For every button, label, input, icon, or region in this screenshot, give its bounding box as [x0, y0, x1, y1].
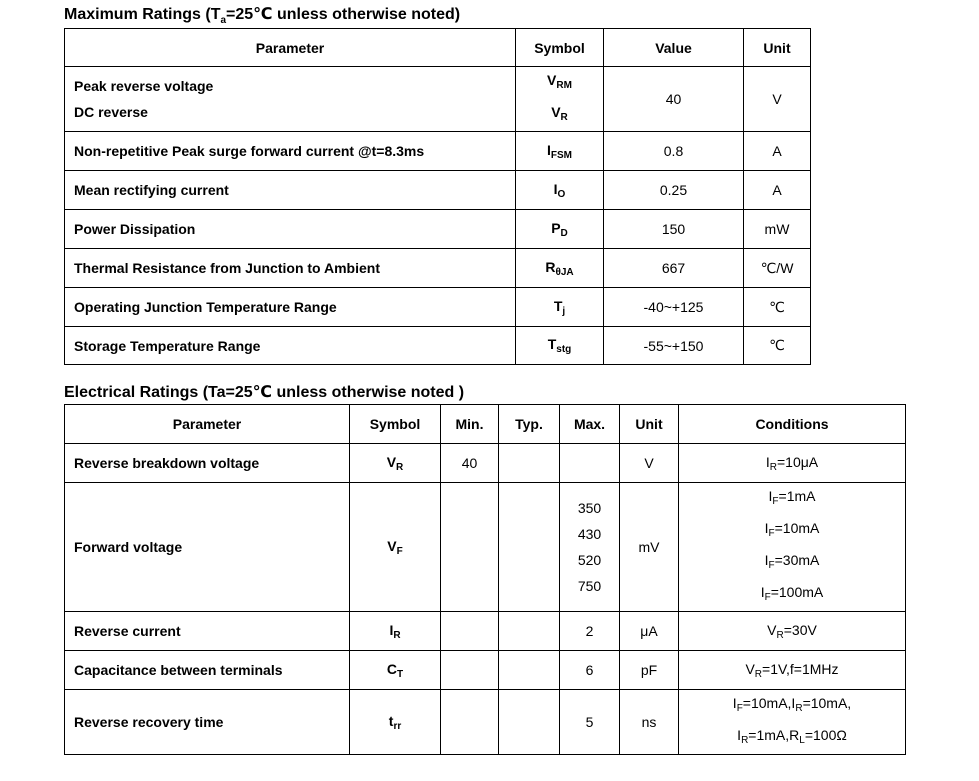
min-cell: 40 — [441, 444, 499, 483]
header-symbol: Symbol — [350, 405, 441, 444]
unit-cell: mV — [620, 483, 679, 612]
min-cell — [441, 651, 499, 690]
param-cell: Reverse current — [65, 612, 350, 651]
table-row — [65, 249, 811, 288]
electrical-ratings-table — [64, 404, 906, 755]
symbol-cell: $C_T$ — [350, 651, 441, 690]
param-cell: Power Dissipation — [65, 210, 516, 249]
conditions-cell: $V_R=30V$ — [679, 612, 906, 651]
param-cell: Storage Temperature Range — [65, 327, 516, 365]
param-cell: Non-repetitive Peak surge forward current @t=8.3ms — [65, 132, 516, 171]
header-max: Max. — [560, 405, 620, 444]
value-cell: 0.25 — [604, 171, 744, 210]
header-parameter: Parameter — [65, 29, 516, 67]
header-unit: Unit — [744, 29, 811, 67]
table-row — [65, 327, 811, 365]
header-unit: Unit — [620, 405, 679, 444]
typ-cell — [499, 690, 560, 755]
unit-cell: ns — [620, 690, 679, 755]
value-cell: -55~+150 — [604, 327, 744, 365]
typ-cell — [499, 444, 560, 483]
table-row — [65, 690, 906, 755]
unit-cell: ℃ — [744, 327, 811, 365]
min-cell — [441, 483, 499, 612]
unit-cell: V — [744, 67, 811, 132]
conditions-cell: $I_F=1mA$ $I_F=10mA$ $I_F=30mA$ $I_F=100mA$ — [679, 483, 906, 612]
max-ratings-table — [64, 28, 811, 365]
value-cell: 40 — [604, 67, 744, 132]
symbol-cell: $I_R$ — [350, 612, 441, 651]
table-row — [65, 483, 906, 612]
param-cell: Mean rectifying current — [65, 171, 516, 210]
value-cell: 0.8 — [604, 132, 744, 171]
min-cell — [441, 690, 499, 755]
symbol-cell: $R_{\theta JA}$ — [516, 249, 604, 288]
header-parameter: Parameter — [65, 405, 350, 444]
unit-cell: ℃ — [744, 288, 811, 327]
param-cell: Reverse breakdown voltage — [65, 444, 350, 483]
unit-cell: mW — [744, 210, 811, 249]
value-cell: -40~+125 — [604, 288, 744, 327]
electrical-ratings-title: Electrical Ratings (Ta=25℃ unless otherwise noted ) — [64, 384, 465, 401]
table-row — [65, 210, 811, 249]
max-cell: 2 — [560, 612, 620, 651]
header-symbol: Symbol — [516, 29, 604, 67]
conditions-cell: $V_R=1V,f=1MHz$ — [679, 651, 906, 690]
unit-cell: pF — [620, 651, 679, 690]
unit-cell: ℃/W — [744, 249, 811, 288]
unit-cell: μA — [620, 612, 679, 651]
value-cell: 150 — [604, 210, 744, 249]
table-row — [65, 651, 906, 690]
conditions-cell: $I_R=10\mu A$ — [679, 444, 906, 483]
typ-cell — [499, 651, 560, 690]
max-cell — [560, 444, 620, 483]
table-row — [65, 444, 906, 483]
symbol-cell: $I_{FSM}$ — [516, 132, 604, 171]
max-ratings-title: Maximum Ratings ($T_a=25℃$ unless otherwise noted) — [64, 6, 461, 27]
param-cell: Operating Junction Temperature Range — [65, 288, 516, 327]
param-cell: Forward voltage — [65, 483, 350, 612]
table-row — [65, 132, 811, 171]
symbol-cell: $I_O$ — [516, 171, 604, 210]
min-cell — [441, 612, 499, 651]
param-cell: Thermal Resistance from Junction to Ambient — [65, 249, 516, 288]
max-cell: 6 — [560, 651, 620, 690]
table-row — [65, 612, 906, 651]
conditions-cell: $I_F=10mA,I_R=10mA$, $I_R=1mA,R_L=100\Omega$ — [679, 690, 906, 755]
typ-cell — [499, 483, 560, 612]
header-value: Value — [604, 29, 744, 67]
unit-cell: V — [620, 444, 679, 483]
param-cell: Capacitance between terminals — [65, 651, 350, 690]
typ-cell — [499, 612, 560, 651]
symbol-cell: $T_j$ — [516, 288, 604, 327]
param-cell: Peak reverse voltage DC reverse — [65, 67, 516, 132]
table-row — [65, 288, 811, 327]
value-cell: 667 — [604, 249, 744, 288]
header-min: Min. — [441, 405, 499, 444]
param-cell: Reverse recovery time — [65, 690, 350, 755]
table-header-row — [65, 29, 811, 67]
symbol-cell: $V_F$ — [350, 483, 441, 612]
table-row — [65, 171, 811, 210]
symbol-cell: $V_R$ — [350, 444, 441, 483]
symbol-cell: $T_{stg}$ — [516, 327, 604, 365]
unit-cell: A — [744, 132, 811, 171]
symbol-cell: $V_{RM}$ $V_R$ — [516, 67, 604, 132]
max-cell: 350 430 520 750 — [560, 483, 620, 612]
header-conditions: Conditions — [679, 405, 906, 444]
table-row — [65, 67, 811, 132]
header-typ: Typ. — [499, 405, 560, 444]
symbol-cell: $t_{rr}$ — [350, 690, 441, 755]
unit-cell: A — [744, 171, 811, 210]
max-cell: 5 — [560, 690, 620, 755]
table-header-row — [65, 405, 906, 444]
symbol-cell: $P_D$ — [516, 210, 604, 249]
